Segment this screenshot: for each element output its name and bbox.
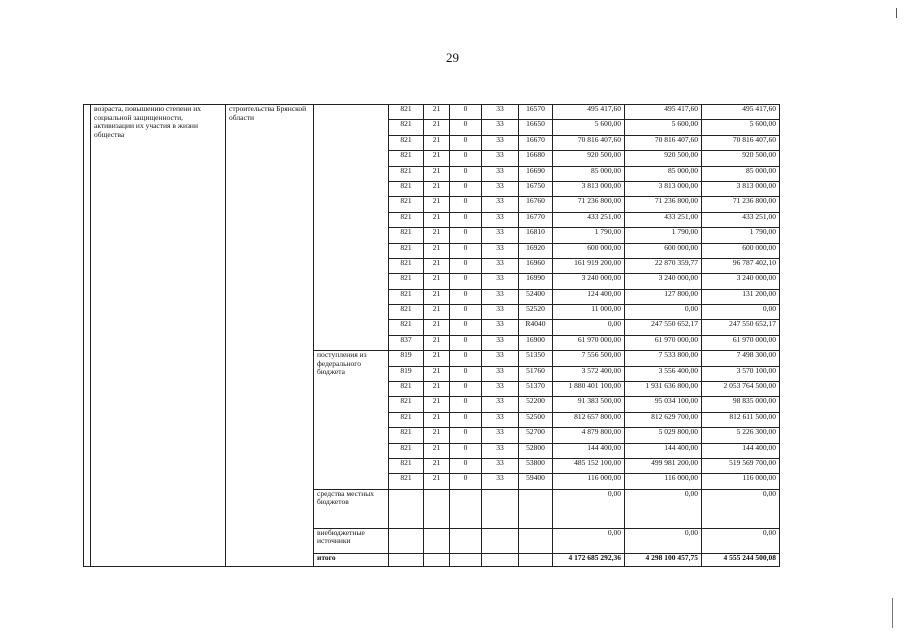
subsection-code: 0 xyxy=(450,397,482,412)
section-code: 21 xyxy=(424,397,450,412)
program-code: 33 xyxy=(482,274,519,289)
subsection-code: 0 xyxy=(450,228,482,243)
subsection-code: 0 xyxy=(450,474,482,489)
subsection-code: 0 xyxy=(450,181,482,196)
target-code: 52200 xyxy=(519,397,553,412)
grbs-code: 821 xyxy=(389,443,424,458)
grbs-code: 821 xyxy=(389,274,424,289)
value-year-3: 5 226 300,00 xyxy=(702,428,780,443)
target-code: 52500 xyxy=(519,412,553,427)
grbs-code: 821 xyxy=(389,474,424,489)
value-year-3: 144 400,00 xyxy=(702,443,780,458)
program-code: 33 xyxy=(482,382,519,397)
value-year-2: 0,00 xyxy=(625,305,702,320)
value-year-1: 600 000,00 xyxy=(553,243,625,258)
subsection-code: 0 xyxy=(450,120,482,135)
grbs-code: 819 xyxy=(389,351,424,366)
value-year-3: 0,00 xyxy=(702,528,780,553)
value-year-3: 116 000,00 xyxy=(702,474,780,489)
value-year-3: 5 600,00 xyxy=(702,120,780,135)
value-year-1: 485 152 100,00 xyxy=(553,458,625,473)
empty-code-cell xyxy=(389,489,424,528)
program-code: 33 xyxy=(482,258,519,273)
section-code: 21 xyxy=(424,151,450,166)
scan-edge-mark xyxy=(896,8,897,18)
value-year-3: 247 550 652,17 xyxy=(702,320,780,335)
value-year-3: 98 835 000,00 xyxy=(702,397,780,412)
empty-code-cell xyxy=(519,528,553,553)
section-code: 21 xyxy=(424,320,450,335)
value-year-1: 91 383 500,00 xyxy=(553,397,625,412)
subsection-code: 0 xyxy=(450,166,482,181)
program-code: 33 xyxy=(482,243,519,258)
page-number: 29 xyxy=(446,50,459,65)
value-year-2: 5 029 800,00 xyxy=(625,428,702,443)
section-code: 21 xyxy=(424,243,450,258)
section-code: 21 xyxy=(424,428,450,443)
program-code: 33 xyxy=(482,212,519,227)
subsection-code: 0 xyxy=(450,335,482,350)
value-year-3: 61 970 000,00 xyxy=(702,335,780,350)
target-code: 16990 xyxy=(519,274,553,289)
subsection-code: 0 xyxy=(450,320,482,335)
empty-code-cell xyxy=(482,528,519,553)
section-code: 21 xyxy=(424,258,450,273)
target-code: 51350 xyxy=(519,351,553,366)
subsection-code: 0 xyxy=(450,428,482,443)
subsection-code: 0 xyxy=(450,105,482,120)
target-code: 16690 xyxy=(519,166,553,181)
grbs-code: 821 xyxy=(389,458,424,473)
value-year-2: 1 790,00 xyxy=(625,228,702,243)
section-code: 21 xyxy=(424,212,450,227)
program-code: 33 xyxy=(482,412,519,427)
value-year-3: 3 570 100,00 xyxy=(702,366,780,381)
section-code: 21 xyxy=(424,197,450,212)
value-year-2: 3 813 000,00 xyxy=(625,181,702,196)
value-year-3: 131 200,00 xyxy=(702,289,780,304)
program-code: 33 xyxy=(482,120,519,135)
program-code: 33 xyxy=(482,351,519,366)
target-code: 16770 xyxy=(519,212,553,227)
program-code: 33 xyxy=(482,305,519,320)
value-year-2: 7 533 800,00 xyxy=(625,351,702,366)
target-code: 16670 xyxy=(519,135,553,150)
value-year-3: 519 569 700,00 xyxy=(702,458,780,473)
value-year-1: 61 970 000,00 xyxy=(553,335,625,350)
value-year-2: 495 417,60 xyxy=(625,105,702,120)
program-code: 33 xyxy=(482,181,519,196)
target-code: 16760 xyxy=(519,197,553,212)
program-code: 33 xyxy=(482,366,519,381)
value-year-1: 0,00 xyxy=(553,489,625,528)
value-year-2: 144 400,00 xyxy=(625,443,702,458)
value-year-1: 4 879 800,00 xyxy=(553,428,625,443)
target-code: 53800 xyxy=(519,458,553,473)
value-year-3: 2 053 764 500,00 xyxy=(702,382,780,397)
grbs-code: 821 xyxy=(389,181,424,196)
empty-code-cell xyxy=(389,553,424,566)
value-year-3: 495 417,60 xyxy=(702,105,780,120)
section-code: 21 xyxy=(424,382,450,397)
budget-table xyxy=(83,104,780,567)
grbs-code: 821 xyxy=(389,120,424,135)
value-year-1: 144 400,00 xyxy=(553,443,625,458)
subsection-code: 0 xyxy=(450,274,482,289)
program-code: 33 xyxy=(482,289,519,304)
empty-code-cell xyxy=(389,528,424,553)
program-code: 33 xyxy=(482,428,519,443)
empty-code-cell xyxy=(450,553,482,566)
section-code: 21 xyxy=(424,458,450,473)
value-year-1: 116 000,00 xyxy=(553,474,625,489)
target-code: 16810 xyxy=(519,228,553,243)
empty-code-cell xyxy=(482,489,519,528)
target-code: 16900 xyxy=(519,335,553,350)
program-code: 33 xyxy=(482,197,519,212)
target-code: 16750 xyxy=(519,181,553,196)
subsection-code: 0 xyxy=(450,382,482,397)
source-offbudget: внебюджетные источники xyxy=(314,528,389,553)
value-year-1: 5 600,00 xyxy=(553,120,625,135)
section-code: 21 xyxy=(424,135,450,150)
source-total: итого xyxy=(314,553,389,566)
grbs-code: 821 xyxy=(389,228,424,243)
grbs-code: 821 xyxy=(389,105,424,120)
section-code: 21 xyxy=(424,120,450,135)
value-year-3: 920 500,00 xyxy=(702,151,780,166)
empty-code-cell xyxy=(424,528,450,553)
value-year-1: 1 790,00 xyxy=(553,228,625,243)
program-code: 33 xyxy=(482,166,519,181)
value-year-3: 4 555 244 500,08 xyxy=(702,553,780,566)
value-year-1: 3 240 000,00 xyxy=(553,274,625,289)
program-code: 33 xyxy=(482,458,519,473)
value-year-1: 433 251,00 xyxy=(553,212,625,227)
program-code: 33 xyxy=(482,443,519,458)
value-year-2: 85 000,00 xyxy=(625,166,702,181)
value-year-2: 4 298 100 457,75 xyxy=(625,553,702,566)
grbs-code: 821 xyxy=(389,382,424,397)
target-code: 16570 xyxy=(519,105,553,120)
empty-code-cell xyxy=(482,553,519,566)
section-code: 21 xyxy=(424,181,450,196)
value-year-3: 96 787 402,10 xyxy=(702,258,780,273)
value-year-3: 71 236 800,00 xyxy=(702,197,780,212)
section-code: 21 xyxy=(424,228,450,243)
subsection-code: 0 xyxy=(450,135,482,150)
value-year-2: 70 816 407,60 xyxy=(625,135,702,150)
subsection-code: 0 xyxy=(450,443,482,458)
program-code: 33 xyxy=(482,105,519,120)
scan-edge-mark-bottom xyxy=(892,598,893,628)
empty-code-cell xyxy=(424,553,450,566)
empty-code-cell xyxy=(519,553,553,566)
value-year-3: 0,00 xyxy=(702,489,780,528)
target-code: 52800 xyxy=(519,443,553,458)
section-code: 21 xyxy=(424,105,450,120)
target-code: 16960 xyxy=(519,258,553,273)
value-year-2: 3 240 000,00 xyxy=(625,274,702,289)
value-year-2: 433 251,00 xyxy=(625,212,702,227)
value-year-2: 127 800,00 xyxy=(625,289,702,304)
value-year-2: 116 000,00 xyxy=(625,474,702,489)
value-year-1: 161 919 200,00 xyxy=(553,258,625,273)
program-code: 33 xyxy=(482,135,519,150)
grbs-code: 819 xyxy=(389,366,424,381)
value-year-1: 70 816 407,60 xyxy=(553,135,625,150)
target-code: 52700 xyxy=(519,428,553,443)
program-code: 33 xyxy=(482,474,519,489)
value-year-3: 3 240 000,00 xyxy=(702,274,780,289)
section-code: 21 xyxy=(424,335,450,350)
section-code: 21 xyxy=(424,474,450,489)
subsection-code: 0 xyxy=(450,289,482,304)
program-code: 33 xyxy=(482,335,519,350)
source-local: средства местных бюджетов xyxy=(314,489,389,528)
executor-cell: строительства Брянской области xyxy=(226,105,314,567)
source-regional xyxy=(314,105,389,351)
section-code: 21 xyxy=(424,443,450,458)
value-year-2: 920 500,00 xyxy=(625,151,702,166)
value-year-3: 85 000,00 xyxy=(702,166,780,181)
value-year-1: 1 880 401 100,00 xyxy=(553,382,625,397)
grbs-code: 821 xyxy=(389,166,424,181)
value-year-2: 1 931 636 800,00 xyxy=(625,382,702,397)
program-code: 33 xyxy=(482,151,519,166)
target-code: 51760 xyxy=(519,366,553,381)
value-year-2: 600 000,00 xyxy=(625,243,702,258)
number-cell xyxy=(84,105,91,567)
target-code: 51370 xyxy=(519,382,553,397)
value-year-1: 71 236 800,00 xyxy=(553,197,625,212)
target-code: 59400 xyxy=(519,474,553,489)
measure-description: возраста, повышению степени их социальной защищенности, активизации их участия в жизни общества xyxy=(91,105,226,567)
value-year-3: 433 251,00 xyxy=(702,212,780,227)
subsection-code: 0 xyxy=(450,458,482,473)
value-year-3: 812 611 500,00 xyxy=(702,412,780,427)
value-year-1: 495 417,60 xyxy=(553,105,625,120)
value-year-1: 0,00 xyxy=(553,320,625,335)
target-code: 16680 xyxy=(519,151,553,166)
target-code: 52400 xyxy=(519,289,553,304)
target-code: 52520 xyxy=(519,305,553,320)
value-year-2: 3 556 400,00 xyxy=(625,366,702,381)
value-year-2: 499 981 200,00 xyxy=(625,458,702,473)
grbs-code: 821 xyxy=(389,428,424,443)
grbs-code: 821 xyxy=(389,243,424,258)
value-year-3: 7 498 300,00 xyxy=(702,351,780,366)
grbs-code: 821 xyxy=(389,151,424,166)
target-code: 16920 xyxy=(519,243,553,258)
section-code: 21 xyxy=(424,274,450,289)
grbs-code: 821 xyxy=(389,135,424,150)
value-year-1: 3 572 400,00 xyxy=(553,366,625,381)
value-year-1: 85 000,00 xyxy=(553,166,625,181)
section-code: 21 xyxy=(424,305,450,320)
value-year-1: 124 400,00 xyxy=(553,289,625,304)
section-code: 21 xyxy=(424,366,450,381)
grbs-code: 821 xyxy=(389,305,424,320)
subsection-code: 0 xyxy=(450,197,482,212)
value-year-1: 7 556 500,00 xyxy=(553,351,625,366)
empty-code-cell xyxy=(424,489,450,528)
subsection-code: 0 xyxy=(450,366,482,381)
value-year-2: 812 629 700,00 xyxy=(625,412,702,427)
value-year-2: 71 236 800,00 xyxy=(625,197,702,212)
grbs-code: 837 xyxy=(389,335,424,350)
value-year-3: 70 816 407,60 xyxy=(702,135,780,150)
program-code: 33 xyxy=(482,397,519,412)
value-year-2: 5 600,00 xyxy=(625,120,702,135)
empty-code-cell xyxy=(450,528,482,553)
value-year-2: 95 034 100,00 xyxy=(625,397,702,412)
subsection-code: 0 xyxy=(450,412,482,427)
value-year-3: 3 813 000,00 xyxy=(702,181,780,196)
grbs-code: 821 xyxy=(389,289,424,304)
value-year-1: 812 657 800,00 xyxy=(553,412,625,427)
value-year-1: 0,00 xyxy=(553,528,625,553)
value-year-2: 22 870 359,77 xyxy=(625,258,702,273)
value-year-2: 0,00 xyxy=(625,528,702,553)
subsection-code: 0 xyxy=(450,351,482,366)
source-federal: поступления из федерального бюджета xyxy=(314,351,389,490)
grbs-code: 821 xyxy=(389,412,424,427)
value-year-2: 61 970 000,00 xyxy=(625,335,702,350)
value-year-1: 4 172 685 292,36 xyxy=(553,553,625,566)
target-code: R4040 xyxy=(519,320,553,335)
target-code: 16650 xyxy=(519,120,553,135)
value-year-1: 3 813 000,00 xyxy=(553,181,625,196)
grbs-code: 821 xyxy=(389,397,424,412)
empty-code-cell xyxy=(450,489,482,528)
subsection-code: 0 xyxy=(450,305,482,320)
subsection-code: 0 xyxy=(450,258,482,273)
value-year-1: 11 000,00 xyxy=(553,305,625,320)
program-code: 33 xyxy=(482,228,519,243)
program-code: 33 xyxy=(482,320,519,335)
subsection-code: 0 xyxy=(450,212,482,227)
value-year-3: 0,00 xyxy=(702,305,780,320)
value-year-2: 247 550 652,17 xyxy=(625,320,702,335)
subsection-code: 0 xyxy=(450,151,482,166)
value-year-3: 600 000,00 xyxy=(702,243,780,258)
section-code: 21 xyxy=(424,289,450,304)
section-code: 21 xyxy=(424,166,450,181)
table-row xyxy=(84,105,780,120)
grbs-code: 821 xyxy=(389,320,424,335)
grbs-code: 821 xyxy=(389,197,424,212)
value-year-2: 0,00 xyxy=(625,489,702,528)
empty-code-cell xyxy=(519,489,553,528)
value-year-3: 1 790,00 xyxy=(702,228,780,243)
value-year-1: 920 500,00 xyxy=(553,151,625,166)
grbs-code: 821 xyxy=(389,212,424,227)
section-code: 21 xyxy=(424,412,450,427)
section-code: 21 xyxy=(424,351,450,366)
subsection-code: 0 xyxy=(450,243,482,258)
grbs-code: 821 xyxy=(389,258,424,273)
